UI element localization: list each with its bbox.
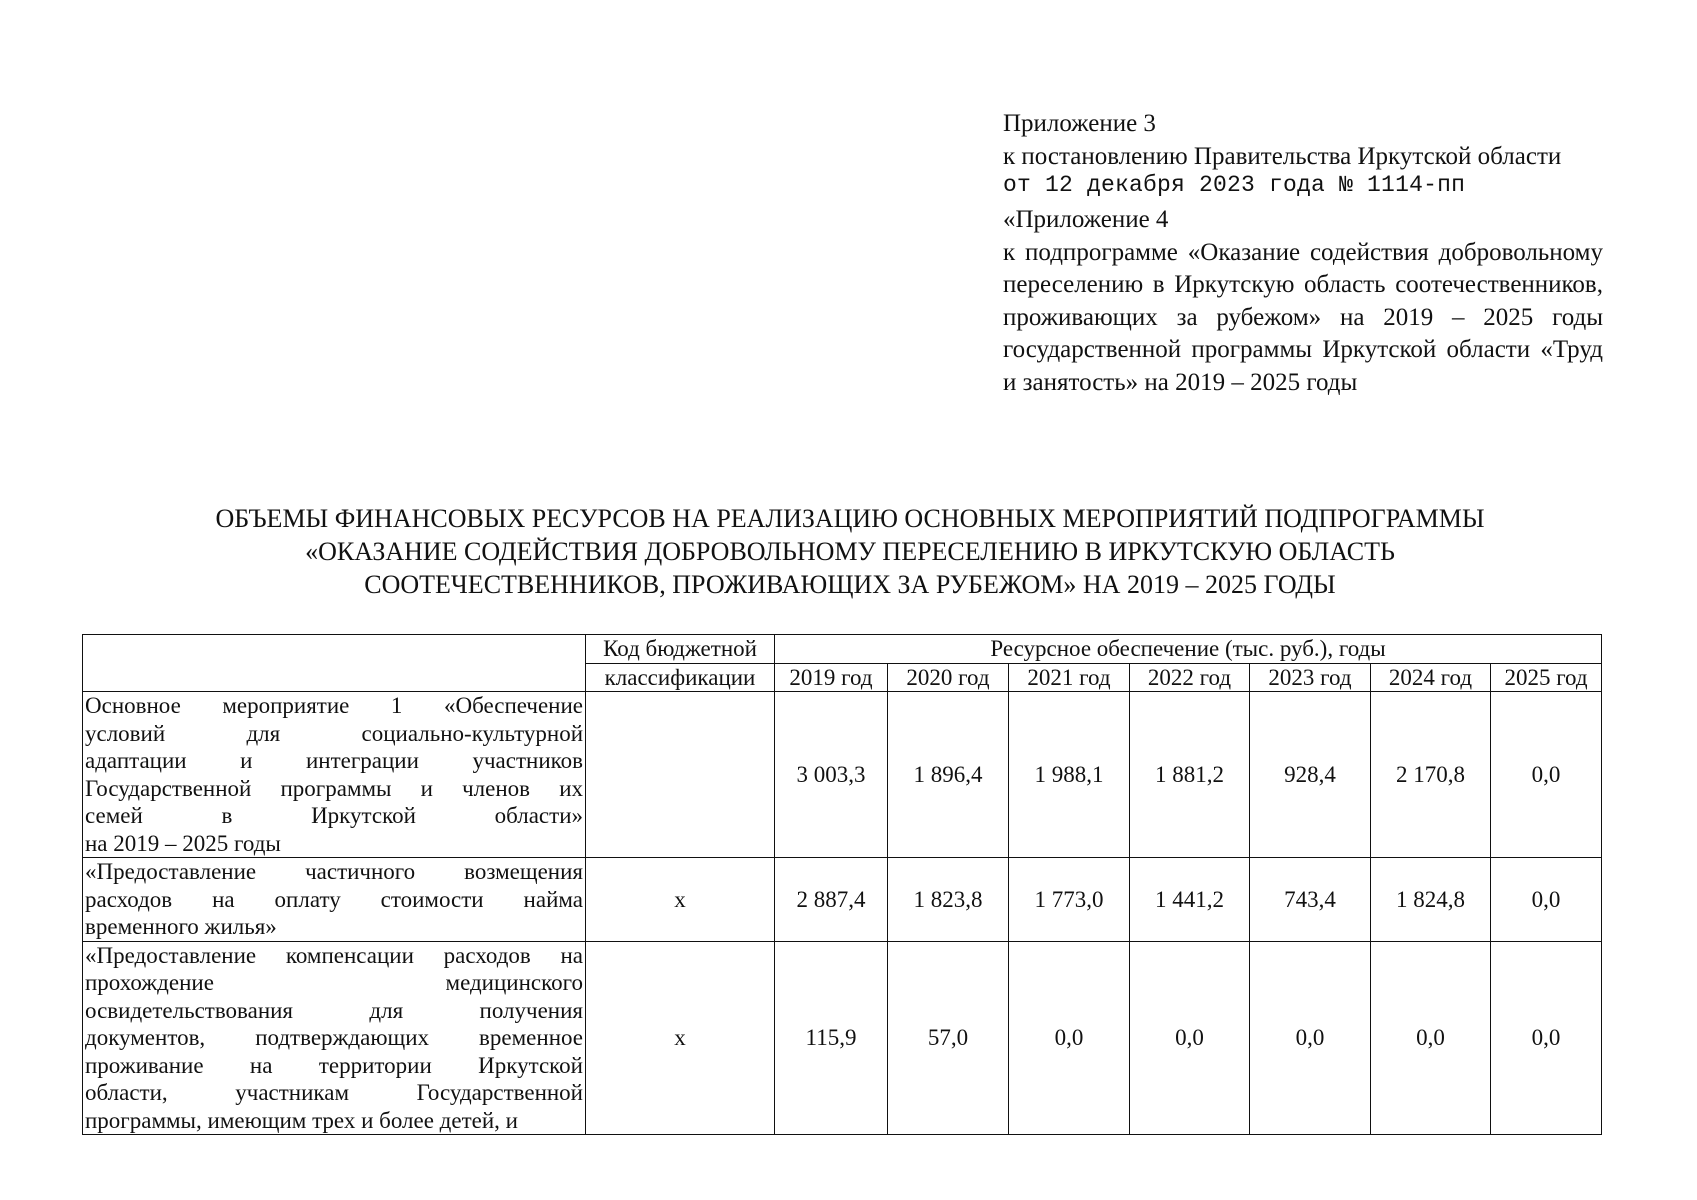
value-cell: 1 881,2 <box>1130 692 1250 858</box>
value-cell: 2 170,8 <box>1371 692 1491 858</box>
header-year: 2023 год <box>1250 663 1371 692</box>
activity-name-line: условий для социально-культурной <box>85 720 583 746</box>
budget-code <box>586 692 775 858</box>
value-cell: 3 003,3 <box>775 692 888 858</box>
title-line-3: СООТЕЧЕСТВЕННИКОВ, ПРОЖИВАЮЩИХ ЗА РУБЕЖОМ» НА 2019 – 2025 ГОДЫ <box>364 570 1336 599</box>
value-cell: 1 441,2 <box>1130 858 1250 942</box>
decree-line: к постановлению Правительства Иркутской области <box>1003 142 1562 170</box>
value-cell: 0,0 <box>1491 858 1602 942</box>
table-row <box>83 941 1602 1135</box>
financial-resources-table <box>82 634 1602 1135</box>
subprogram-reference: к подпрограмме «Оказание содействия добровольному переселению в Иркутскую область соотечественников, проживающих за рубежом» на 2019 – 2025 годы государственной программы Иркутской области «Труд и занятость» на 2019 – 2025 годы <box>1003 238 1603 396</box>
value-cell: 115,9 <box>775 941 888 1135</box>
value-cell: 1 773,0 <box>1009 858 1130 942</box>
appendix4-label: «Приложение 4 <box>1003 206 1169 233</box>
value-cell: 0,0 <box>1491 941 1602 1135</box>
value-cell: 1 824,8 <box>1371 858 1491 942</box>
document-title <box>100 502 1600 601</box>
table-row <box>83 858 1602 942</box>
activity-name <box>83 692 586 858</box>
activity-name-line: «Предоставление частичного возмещения <box>85 859 583 884</box>
title-line-2: «ОКАЗАНИЕ СОДЕЙСТВИЯ ДОБРОВОЛЬНОМУ ПЕРЕСЕЛЕНИЮ В ИРКУТСКУЮ ОБЛАСТЬ <box>305 537 1395 566</box>
value-cell: 743,4 <box>1250 858 1371 942</box>
value-cell: 2 887,4 <box>775 858 888 942</box>
budget-code: х <box>586 941 775 1135</box>
activity-name-line: адаптации и интеграции участников <box>85 748 583 773</box>
header-row-1 <box>83 635 1602 664</box>
value-cell: 1 896,4 <box>888 692 1009 858</box>
header-year: 2024 год <box>1371 663 1491 692</box>
header-code-line2: классификации <box>586 663 775 692</box>
value-cell: 1 988,1 <box>1009 692 1130 858</box>
activity-name-line: на 2019 – 2025 годы <box>85 830 281 856</box>
budget-code: х <box>586 858 775 942</box>
activity-name-line: Основное мероприятие 1 «Обеспечение <box>85 693 583 718</box>
activity-name-line: прохождение медицинского <box>85 970 583 995</box>
activity-name <box>83 941 586 1135</box>
value-cell: 0,0 <box>1250 941 1371 1135</box>
value-cell: 928,4 <box>1250 692 1371 858</box>
header-code-line1: Код бюджетной <box>586 635 775 664</box>
value-cell: 0,0 <box>1130 941 1250 1135</box>
value-cell: 57,0 <box>888 941 1009 1135</box>
activity-name-line: временного жилья» <box>85 914 277 939</box>
activity-name-line: документов, подтверждающих временное <box>85 1025 583 1050</box>
header-resources: Ресурсное обеспечение (тыс. руб.), годы <box>775 635 1602 664</box>
value-cell: 0,0 <box>1371 941 1491 1135</box>
value-cell: 0,0 <box>1009 941 1130 1135</box>
annex-block <box>1003 108 1603 399</box>
table-row <box>83 692 1602 858</box>
activity-name-line: расходов на оплату стоимости найма <box>85 886 583 912</box>
activity-name <box>83 858 586 942</box>
activity-name-line: проживание на территории Иркутской <box>85 1052 583 1078</box>
header-year: 2019 год <box>775 663 888 692</box>
header-year: 2020 год <box>888 663 1009 692</box>
activity-name-line: области, участникам Государственной <box>85 1080 583 1105</box>
header-blank-cell <box>83 635 586 692</box>
activity-name-line: освидетельствования для получения <box>85 997 583 1023</box>
decree-date: от 12 декабря 2023 года № 1114-пп <box>1003 172 1466 198</box>
appendix-label: Приложение 3 <box>1003 110 1156 137</box>
title-line-1: ОБЪЕМЫ ФИНАНСОВЫХ РЕСУРСОВ НА РЕАЛИЗАЦИЮ ОСНОВНЫХ МЕРОПРИЯТИЙ ПОДПРОГРАММЫ <box>215 504 1485 533</box>
header-year: 2021 год <box>1009 663 1130 692</box>
header-year: 2025 год <box>1491 663 1602 692</box>
activity-name-line: «Предоставление компенсации расходов на <box>85 942 583 968</box>
value-cell: 0,0 <box>1491 692 1602 858</box>
activity-name-line: семей в Иркутской области» <box>85 803 583 828</box>
header-year: 2022 год <box>1130 663 1250 692</box>
activity-name-line: программы, имеющим трех и более детей, и <box>85 1107 518 1133</box>
activity-name-line: Государственной программы и членов их <box>85 775 583 801</box>
value-cell: 1 823,8 <box>888 858 1009 942</box>
